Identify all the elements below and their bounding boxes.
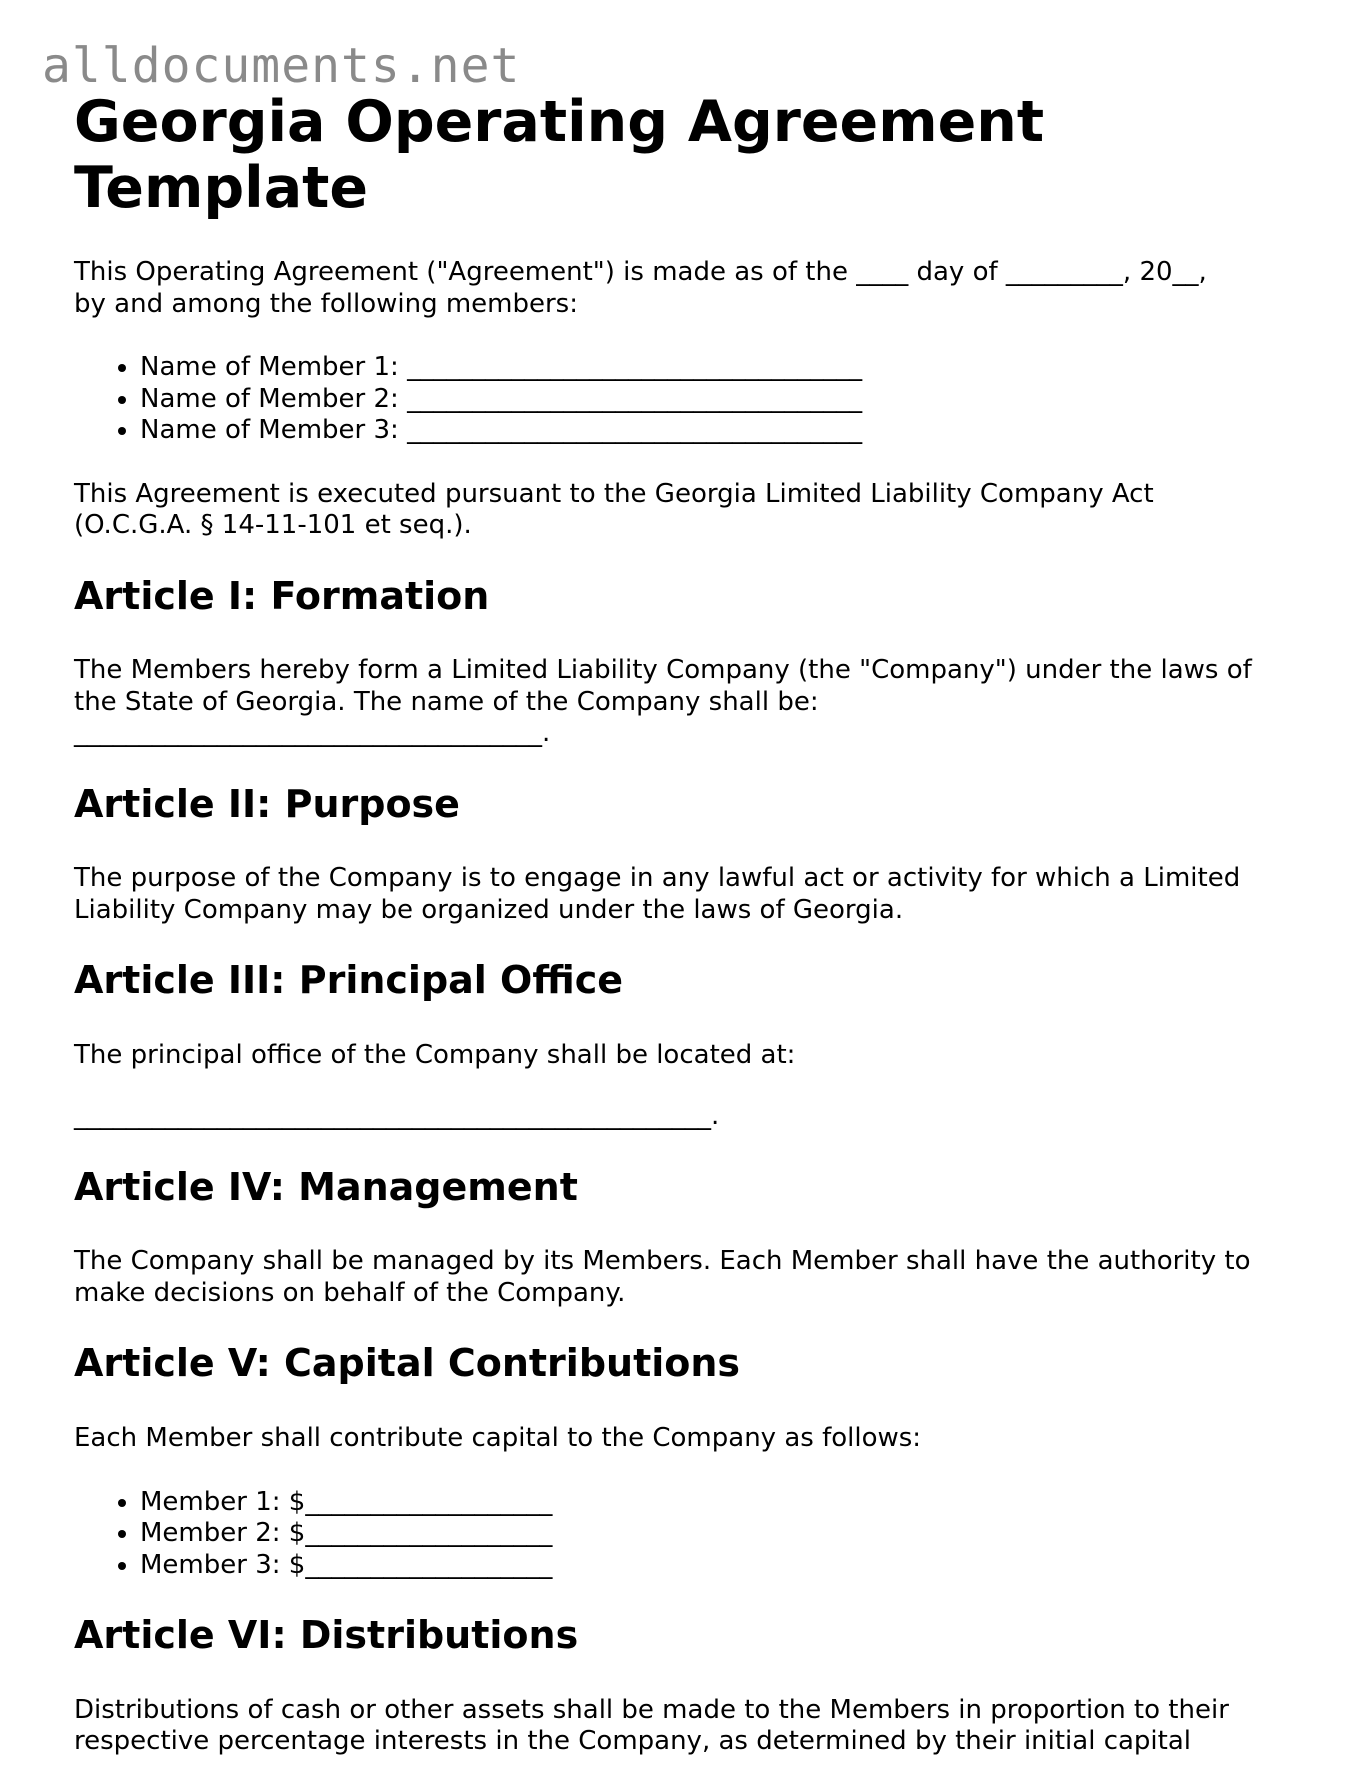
watermark: alldocuments.net <box>42 38 521 94</box>
list-item: • Member 2: $___________________ <box>140 1518 1294 1550</box>
article-office-text <box>74 1040 1294 1133</box>
pursuant-paragraph <box>74 479 1294 542</box>
formation-line-1: The Members hereby form a Limited Liability Company (the "Company") under the laws of <box>74 655 1252 686</box>
article-purpose-heading: Article II: Purpose <box>74 781 460 826</box>
article-distributions-heading: Article VI: Distributions <box>74 1613 579 1658</box>
management-line-2: make decisions on behalf of the Company. <box>74 1277 626 1308</box>
distributions-line-1: Distributions of cash or other assets shall be made to the Members in proportion to their <box>74 1694 1229 1725</box>
office-line-1: The principal office of the Company shall be located at: <box>74 1039 796 1070</box>
intro-paragraph <box>74 257 1294 320</box>
document-body <box>74 90 1294 1790</box>
article-management-text <box>74 1246 1294 1309</box>
list-item: • Name of Member 1: ___________________________________ <box>140 352 1294 384</box>
member-names-list <box>74 352 1294 447</box>
article-purpose-text <box>74 863 1294 926</box>
intro-line-1: This Operating Agreement ("Agreement") is made as of the ____ day of _________, 20__, <box>74 257 1207 288</box>
article-capital-heading: Article V: Capital Contributions <box>74 1341 741 1386</box>
list-item: • Name of Member 2: ___________________________________ <box>140 384 1294 416</box>
list-item: • Member 3: $___________________ <box>140 1550 1294 1582</box>
article-formation-heading: Article I: Formation <box>74 573 490 618</box>
document-title: Georgia Operating Agreement Template <box>74 89 1045 221</box>
management-line-1: The Company shall be managed by its Members. Each Member shall have the authority to <box>74 1246 1251 1277</box>
pursuant-line-1: This Agreement is executed pursuant to the Georgia Limited Liability Company Act <box>74 478 1154 509</box>
pursuant-line-2: (O.C.G.A. § 14-11-101 et seq.). <box>74 510 472 541</box>
spacer <box>74 1071 1294 1101</box>
purpose-line-2: Liability Company may be organized under the laws of Georgia. <box>74 894 904 925</box>
article-distributions-text <box>74 1695 1294 1758</box>
list-item: • Name of Member 3: ___________________________________ <box>140 415 1294 447</box>
article-management-heading: Article IV: Management <box>74 1164 578 1209</box>
company-name-blank: ____________________________________. <box>74 718 551 749</box>
distributions-line-2: respective percentage interests in the Company, as determined by their initial capital <box>74 1726 1192 1757</box>
purpose-line-1: The purpose of the Company is to engage in any lawful act or activity for which a Limited <box>74 863 1241 894</box>
office-address-blank: _________________________________________________. <box>74 1101 720 1132</box>
capital-contributions-list <box>74 1487 1294 1582</box>
list-item: • Member 1: $___________________ <box>140 1487 1294 1519</box>
article-formation-text <box>74 655 1294 750</box>
formation-line-2: the State of Georgia. The name of the Company shall be: <box>74 686 819 717</box>
article-office-heading: Article III: Principal Office <box>74 958 624 1003</box>
article-capital-text: Each Member shall contribute capital to the Company as follows: <box>74 1423 922 1454</box>
intro-line-2: by and among the following members: <box>74 288 578 319</box>
